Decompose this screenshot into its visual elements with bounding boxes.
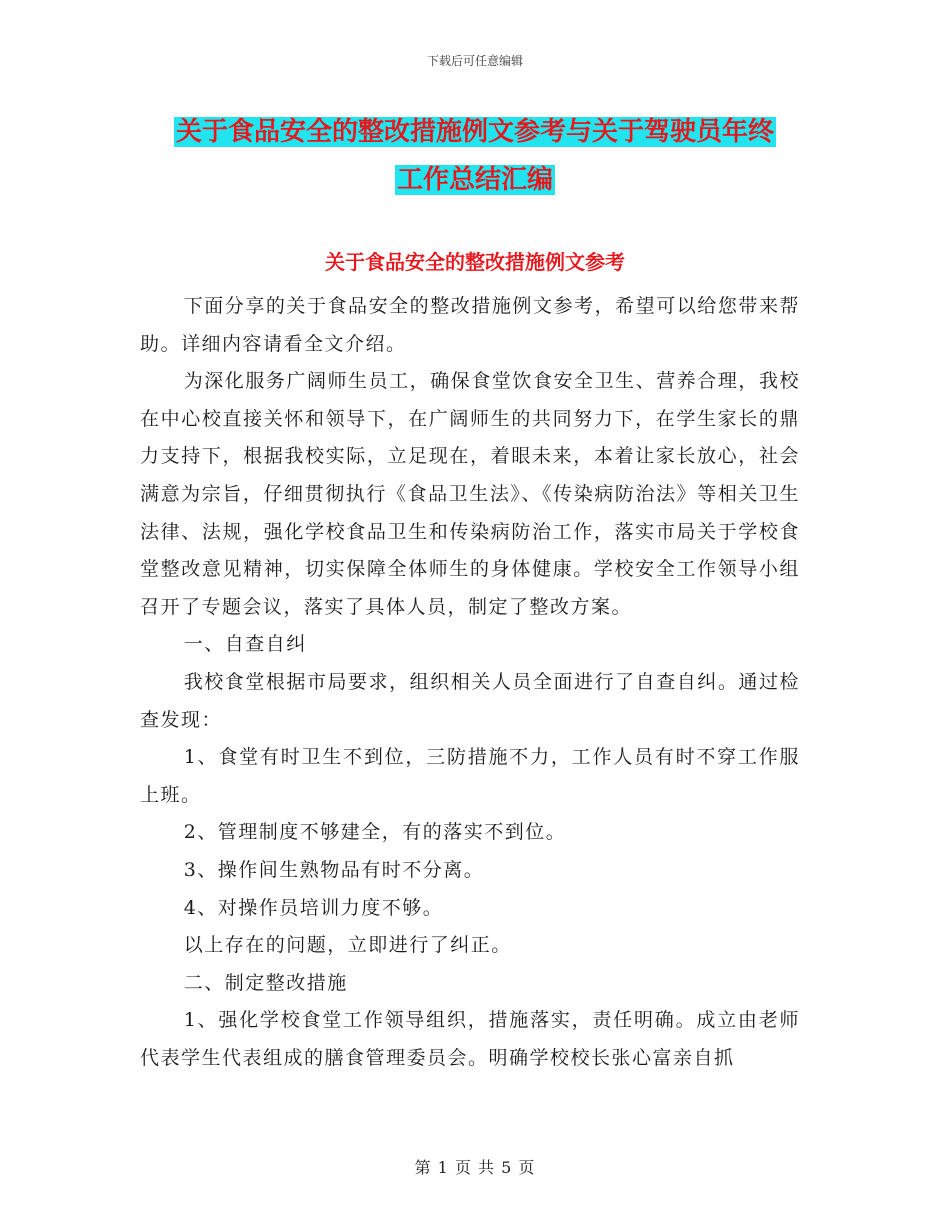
list-item-1: 1、食堂有时卫生不到位，三防措施不力，工作人员有时不穿工作服上班。 bbox=[140, 746, 800, 806]
page-footer: 第 1 页 共 5 页 bbox=[414, 1158, 536, 1177]
document-title bbox=[0, 108, 950, 204]
list-item-3: 3、操作间生熟物品有时不分离。 bbox=[183, 858, 485, 881]
paragraph-measure-1: 1、强化学校食堂工作领导组织，措施落实，责任明确。成立由老师代表学生代表组成的膳食管理委员会。明确学校校长张心富亲自抓 bbox=[140, 1009, 800, 1069]
heading-self-inspection: 一、自查自纠 bbox=[183, 633, 307, 656]
title-line-1: 关于食品安全的整改措施例文参考与关于驾驶员年终 bbox=[175, 117, 774, 147]
document-body bbox=[140, 288, 800, 1077]
list-item-2: 2、管理制度不够建全，有的落实不到位。 bbox=[183, 821, 567, 844]
paragraph-background: 为深化服务广阔师生员工，确保食堂饮食安全卫生、营养合理，我校在中心校直接关怀和领导下，在广阔师生的共同努力下，在学生家长的鼎力支持下，根据我校实际，立足现在，着眼未来，本着让家长放心，社会满意为宗旨，仔细贯彻执行《食品卫生法》、《传染病防治法》等相关卫生法律、法规，强化学校食品卫生和传染病防治工作，落实市局关于学校食堂整改意见精神，切实保障全体师生的身体健康。学校安全工作领导小组召开了专题会议，落实了具体人员，制定了整改方案。 bbox=[140, 370, 800, 618]
paragraph-intro: 下面分享的关于食品安全的整改措施例文参考，希望可以给您带来帮助。详细内容请看全文介绍。 bbox=[140, 295, 800, 355]
list-item-4: 4、对操作员培训力度不够。 bbox=[183, 896, 444, 919]
paragraph-correction: 以上存在的问题，立即进行了纠正。 bbox=[183, 934, 512, 957]
title-line-2: 工作总结汇编 bbox=[396, 165, 553, 195]
paragraph-inspection: 我校食堂根据市局要求，组织相关人员全面进行了自查自纠。通过检查发现： bbox=[140, 670, 800, 731]
heading-measures: 二、制定整改措施 bbox=[183, 971, 348, 994]
header-note: 下载后可任意编辑 bbox=[426, 54, 523, 68]
section-title: 关于食品安全的整改措施例文参考 bbox=[325, 250, 625, 274]
